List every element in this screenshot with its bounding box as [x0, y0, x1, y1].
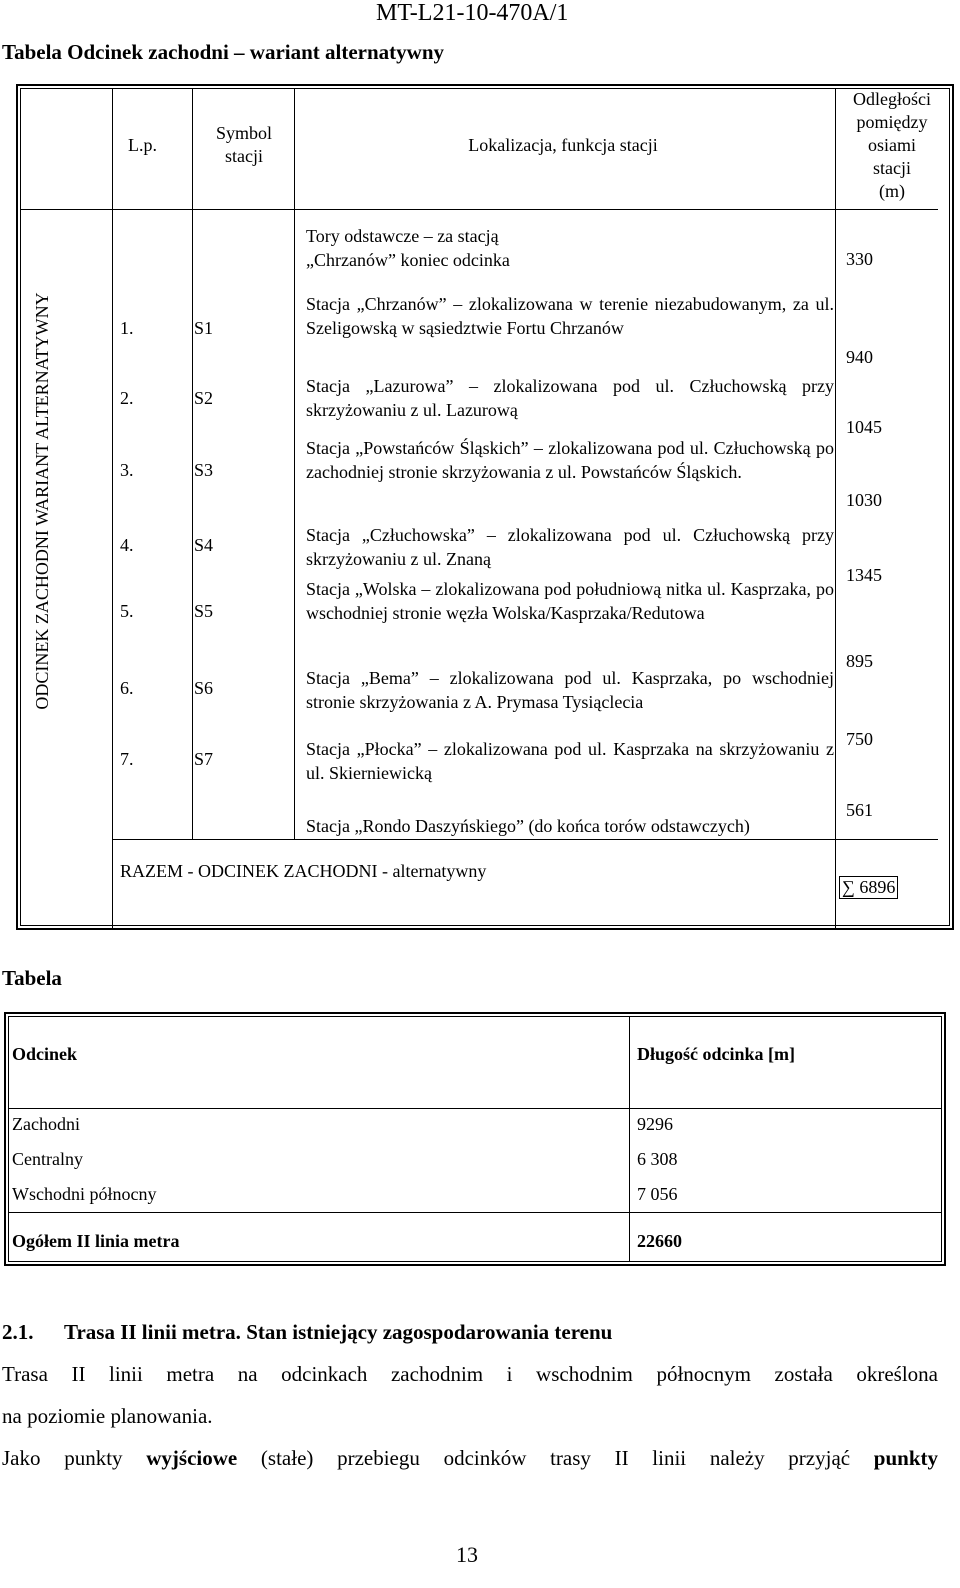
table1-title: Tabela Odcinek zachodni – wariant alternatywny	[2, 40, 445, 64]
col-header-segment: Odcinek	[12, 1044, 78, 1064]
page-number: 13	[456, 1542, 478, 1567]
total-length: 22660	[637, 1231, 682, 1251]
row-lp: 6.	[120, 678, 134, 698]
stations-table	[16, 84, 954, 930]
section-number: 2.1.	[2, 1320, 34, 1344]
last-station-description: Stacja „Rondo Daszyńskiego” (do końca torów odstawczych)	[306, 816, 750, 836]
col-line-2	[192, 89, 193, 839]
row-symbol: S3	[194, 460, 214, 480]
section-title-rest: Stan istniejący zagospodarowania terenu	[240, 1320, 613, 1344]
header-location: Lokalizacja, funkcja stacji	[468, 135, 658, 155]
row-lp: 3.	[120, 460, 134, 480]
header-lp: L.p.	[128, 135, 157, 155]
row-lp: 2.	[120, 388, 134, 408]
row-description: Stacja „Chrzanów” – zlokalizowana w terenie niezabudowanym, za ul. Szeligowską w sąsiedztwie Fortu Chrzanów	[306, 294, 834, 338]
row-lp: 7.	[120, 749, 134, 769]
col-line-1	[112, 89, 113, 928]
row-description: Stacja „Płocka” – zlokalizowana pod ul. Kasprzaka na skrzyżowaniu z ul. Skierniewicką	[306, 739, 834, 783]
row-line	[9, 1108, 942, 1109]
paragraph-line: na poziomie planowania.	[2, 1404, 213, 1428]
row-description: Stacja „Wolska – zlokalizowana pod południową nitka ul. Kasprzaka, po wschodniej stronie węzła Wolska/Kasprzaka/Redutowa	[306, 579, 834, 623]
razem-line	[112, 839, 938, 840]
rotated-header-line	[21, 209, 112, 210]
total-label: RAZEM - ODCINEK ZACHODNI - alternatywny	[120, 861, 487, 881]
distance-value: 1345	[846, 565, 882, 585]
segment-length: 7 056	[637, 1184, 678, 1204]
row-symbol: S6	[194, 678, 214, 698]
segment-length: 9296	[637, 1114, 673, 1134]
distance-value: 750	[846, 729, 873, 749]
row-lp: 1.	[120, 318, 134, 338]
row-symbol: S7	[194, 749, 214, 769]
stations-table-inner	[20, 88, 950, 926]
row-description: Stacja „Człuchowska” – zlokalizowana pod ul. Człuchowską przy skrzyżowaniu z ul. Znaną	[306, 525, 834, 569]
col-line	[629, 1017, 630, 1262]
col-line-4	[835, 89, 836, 928]
row-description: Stacja „Lazurowa” – zlokalizowana pod ul. Człuchowską przy skrzyżowaniu z ul. Lazurową	[306, 376, 834, 420]
para-bold: wyjściowe	[146, 1446, 238, 1470]
para-bold: punkty	[873, 1446, 939, 1470]
para-text: (stałe) przebiegu odcinków trasy II linii należy przyjąć	[237, 1446, 874, 1470]
col-line-3	[294, 89, 295, 839]
segment-length: 6 308	[637, 1149, 678, 1169]
lengths-table	[4, 1012, 946, 1266]
row-line	[9, 1212, 942, 1213]
rotated-section-label: ODCINEK ZACHODNI WARIANT ALTERNATYWNY	[32, 292, 52, 710]
segment-name: Wschodni północny	[12, 1184, 157, 1204]
section-title-bold: Trasa II linii metra.	[64, 1320, 241, 1344]
header-bottom-line	[112, 209, 938, 210]
distance-value: 940	[846, 347, 873, 367]
para-text: Jako punkty	[2, 1446, 147, 1470]
row-symbol: S1	[194, 318, 214, 338]
segment-name: Zachodni	[12, 1114, 80, 1134]
total-sum: ∑ 6896	[839, 876, 898, 899]
row-symbol: S4	[194, 535, 214, 555]
distance-value: 1045	[846, 417, 882, 437]
distance-value: 1030	[846, 490, 882, 510]
header-symbol: Symbol stacji	[215, 123, 272, 166]
section-heading	[2, 1320, 612, 1345]
document-code: MT-L21-10-470A/1	[376, 0, 569, 26]
row-symbol: S2	[194, 388, 214, 408]
tory-description: Tory odstawcze – za stacją „Chrzanów” koniec odcinka	[306, 226, 510, 270]
header-distance: Odległości pomiędzy osiami stacji (m)	[853, 89, 931, 201]
row-symbol: S5	[194, 601, 214, 621]
row-description: Stacja „Powstańców Śląskich” – zlokalizowana pod ul. Człuchowską po zachodniej stronie skrzyżowania z ul. Powstańców Śląskich.	[306, 438, 834, 482]
distance-value: 895	[846, 651, 873, 671]
paragraph-line: Trasa II linii metra na odcinkach zachodnim i wschodnim północnym została określona	[2, 1362, 938, 1386]
table2-title: Tabela	[2, 966, 62, 990]
distance-value: 330	[846, 249, 873, 269]
row-lp: 5.	[120, 601, 134, 621]
segment-name: Centralny	[12, 1149, 83, 1169]
total-name: Ogółem II linia metra	[12, 1231, 180, 1251]
row-lp: 4.	[120, 535, 134, 555]
row-description: Stacja „Bema” – zlokalizowana pod ul. Kasprzaka, po wschodniej stronie skrzyżowania z A. Prymasa Tysiąclecia	[306, 668, 834, 712]
distance-value: 561	[846, 800, 873, 820]
lengths-table-inner	[8, 1016, 942, 1262]
paragraph-line	[2, 1436, 938, 1480]
col-header-length: Długość odcinka [m]	[637, 1044, 796, 1064]
